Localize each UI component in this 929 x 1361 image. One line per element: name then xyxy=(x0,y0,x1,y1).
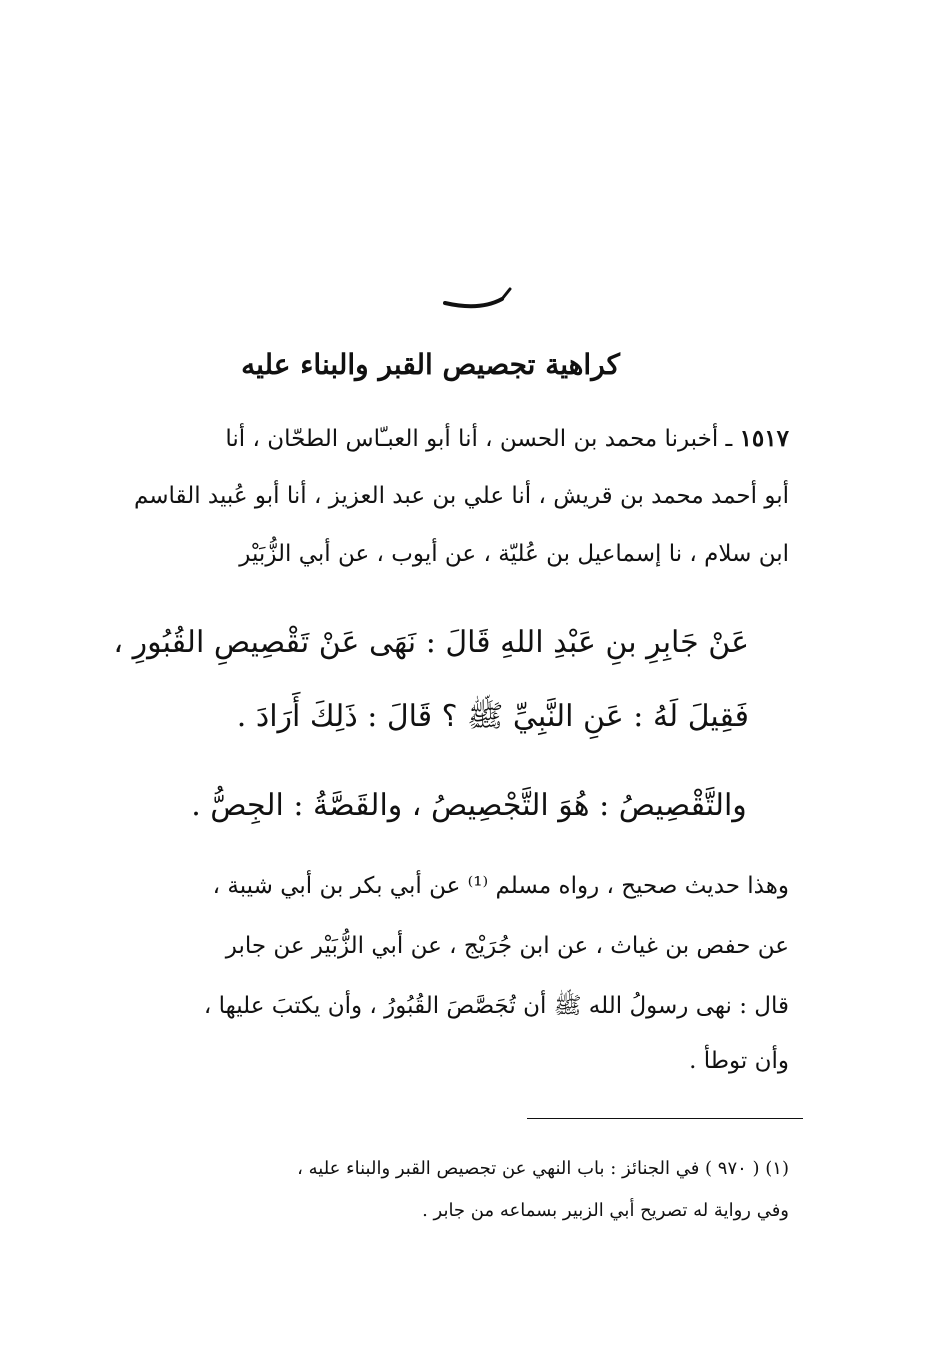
isnad-line-1-text: ـ أخبرنا محمد بن الحسن ، أنا أبو العبـّاس الطحّان ، أنا xyxy=(225,426,733,452)
isnad-line-3: ابن سلام ، نا إسماعيل بن عُليّة ، عن أيوب ، عن أبي الزُّبَيْر xyxy=(239,541,789,567)
hadith-number: ١٥١٧ xyxy=(739,425,789,452)
chapter-title: كراهية تجصيص القبر والبناء عليه xyxy=(241,348,620,381)
footnote-line-2: وفي رواية له تصريح أبي الزبير بسماعه من جابر . xyxy=(422,1200,789,1221)
commentary-line-1: وهذا حديث صحيح ، رواه مسلم ⁽¹⁾ عن أبي بكر بن أبي شيبة ، xyxy=(212,873,789,899)
footnote-line-1: (١) ( ٩٧٠ ) في الجنائز : باب النهي عن تجصيص القبر والبناء عليه ، xyxy=(297,1158,789,1179)
hadith-line-3: والتَّقْصِيصُ : هُوَ التَّجْصِيصُ ، والقَصَّةُ : الجِصُّ . xyxy=(191,788,747,823)
hadith-line-2: فَقِيلَ لَهُ : عَنِ النَّبِيِّ ﷺ ؟ قَالَ : ذَلِكَ أَرَادَ . xyxy=(236,699,749,734)
hadith-line-1: عَنْ جَابِرِ بنِ عَبْدِ اللهِ قَالَ : نَهَى عَنْ تَقْصِيصِ القُبُورِ ، xyxy=(113,625,749,660)
footnote-divider xyxy=(527,1118,803,1119)
commentary-line-4: وأن توطأ . xyxy=(689,1048,789,1074)
bab-heading-calligraphy xyxy=(440,285,520,315)
isnad-line-1 xyxy=(139,425,789,452)
commentary-line-3: قال : نهى رسولُ الله ﷺ أن تُجَصَّصَ القُبُورُ ، وأن يكتبَ عليها ، xyxy=(203,993,789,1019)
isnad-line-2: أبو أحمد محمد بن قريش ، أنا علي بن عبد العزيز ، أنا أبو عُبيد القاسم xyxy=(133,483,789,509)
commentary-line-2: عن حفص بن غياث ، عن ابن جُرَيْج ، عن أبي الزُّبَيْر عن جابر xyxy=(225,933,789,959)
